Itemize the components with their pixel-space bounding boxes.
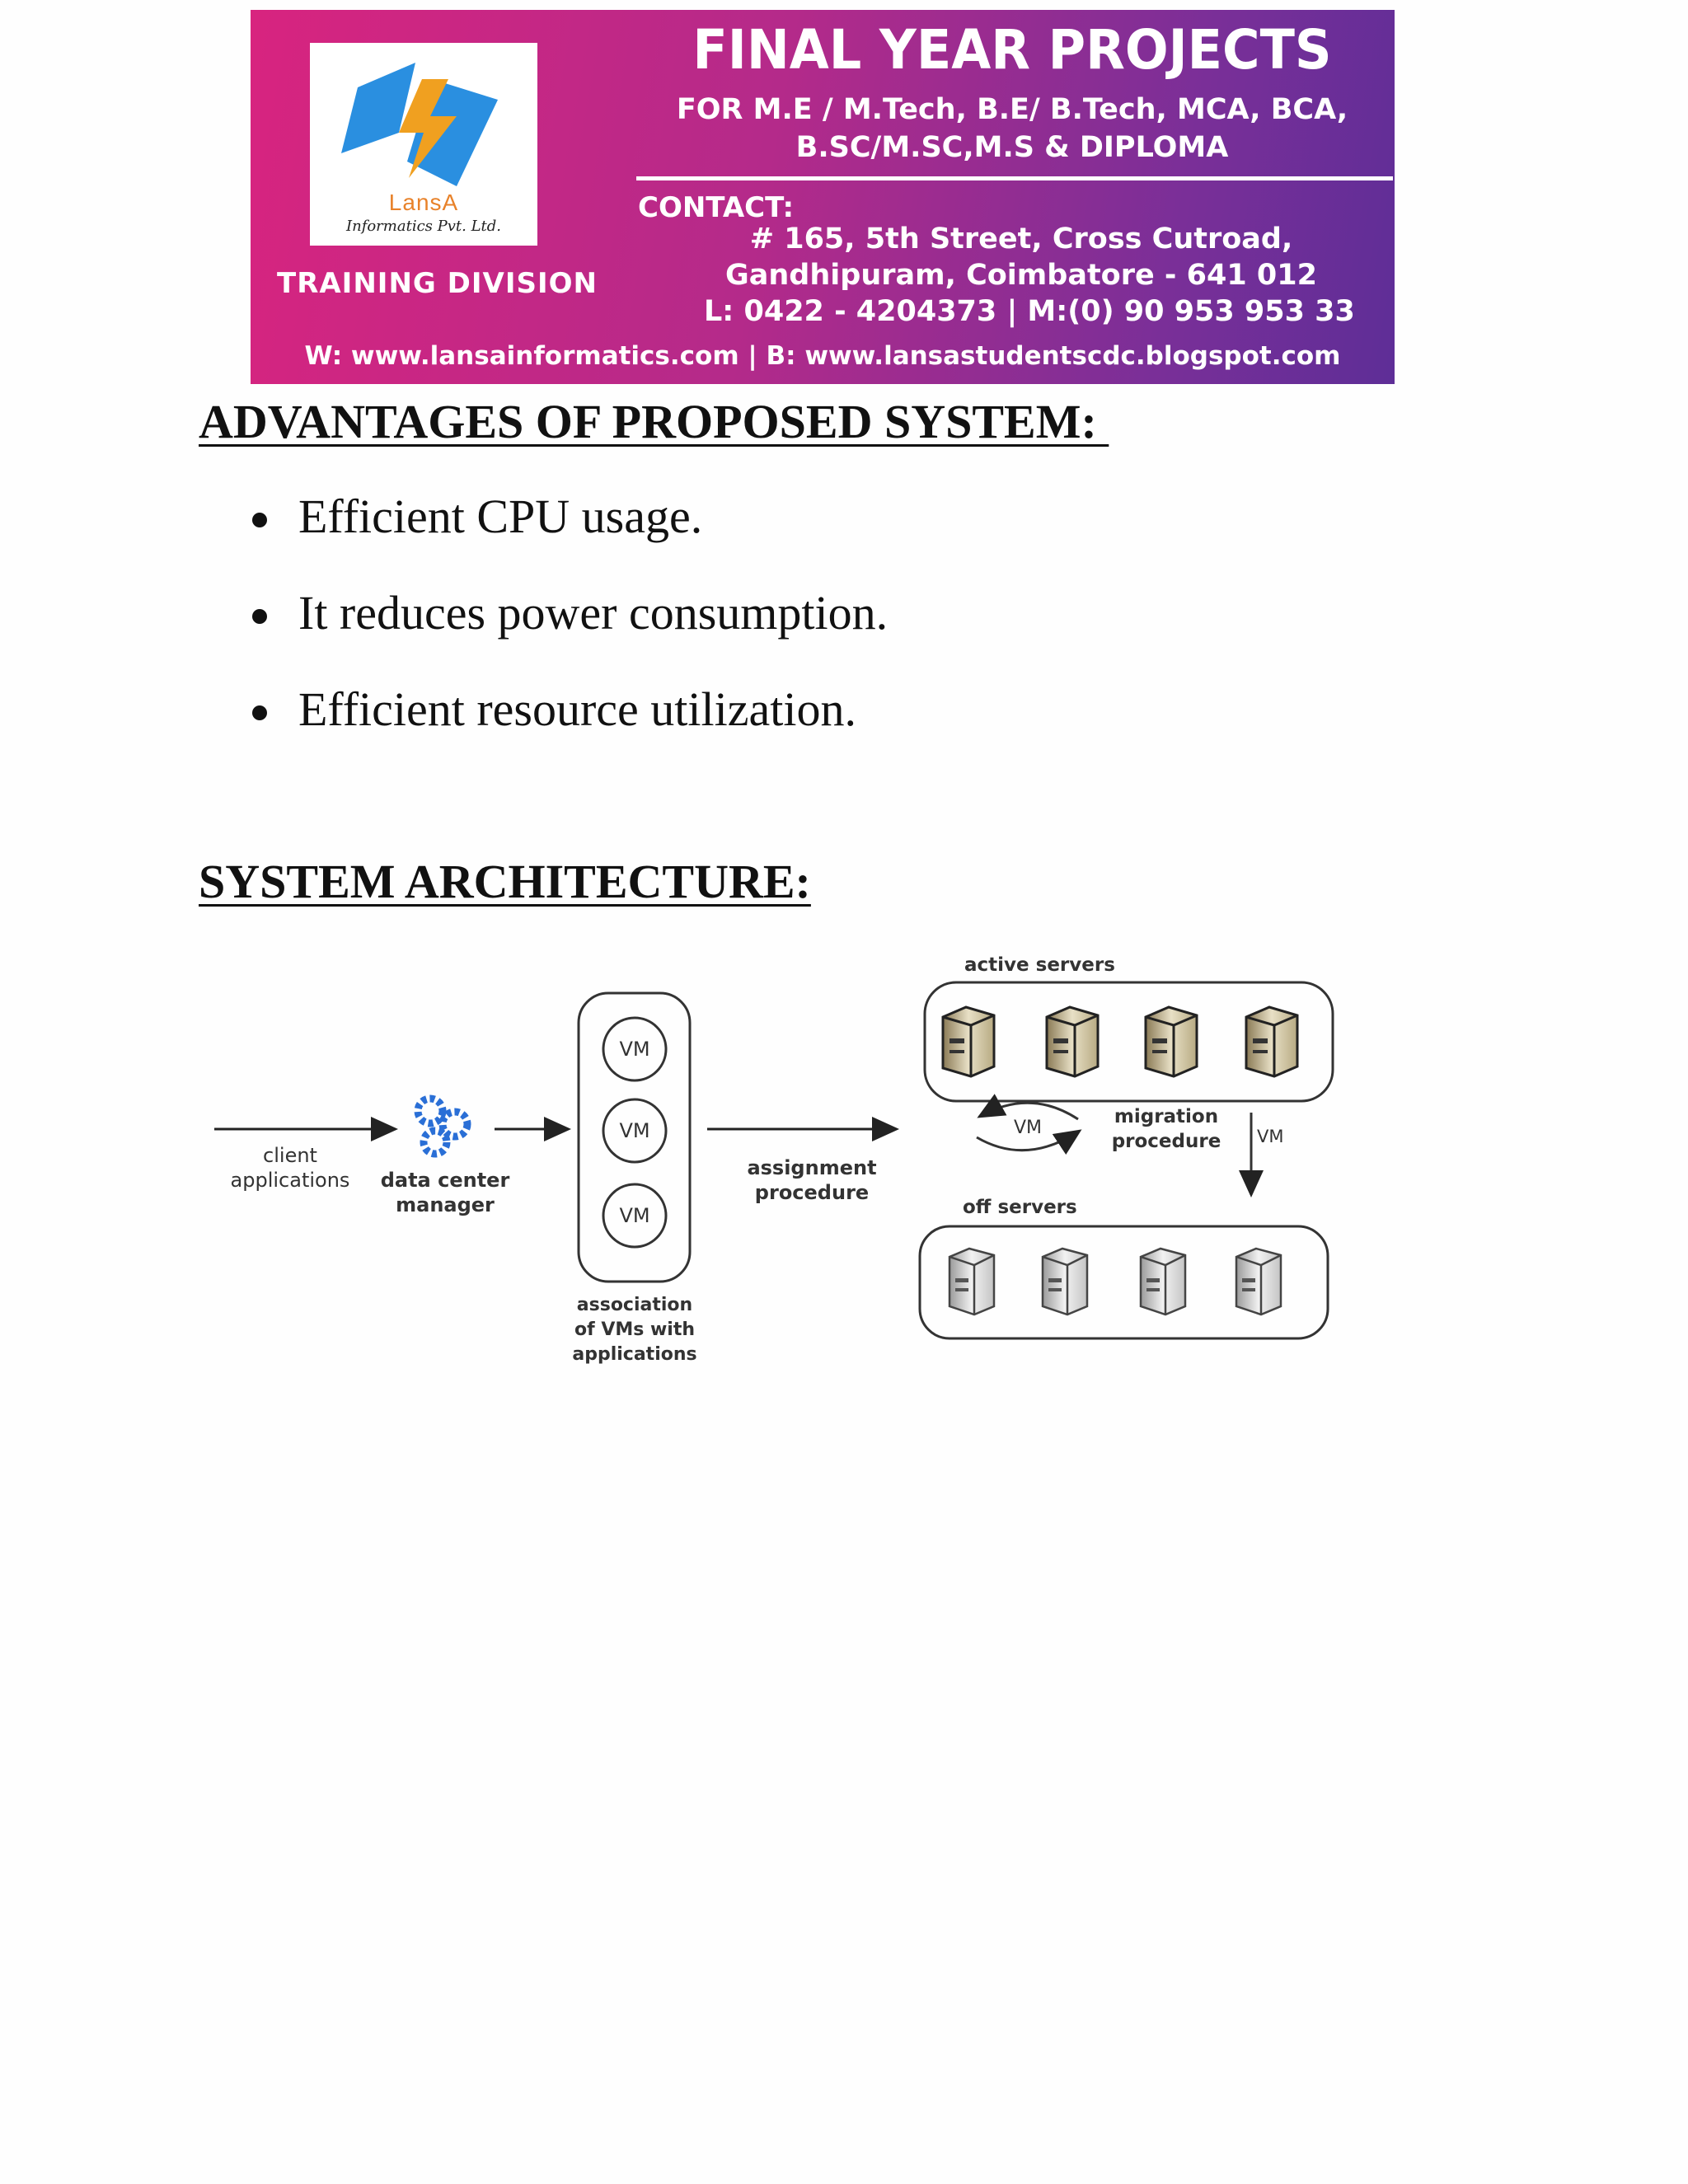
active-server-icon	[1047, 1007, 1098, 1076]
advantages-heading: ADVANTAGES OF PROPOSED SYSTEM:	[199, 395, 1109, 448]
training-division-label: TRAINING DIVISION	[277, 267, 598, 300]
banner-divider	[636, 176, 1393, 180]
address-line-2: Gandhipuram, Coimbatore - 641 012	[725, 259, 1317, 292]
address-line-1: # 165, 5th Street, Cross Cutroad,	[749, 223, 1293, 255]
assign-label-2: procedure	[754, 1181, 870, 1204]
list-item: It reduces power consumption.	[247, 581, 888, 677]
courses-line-2: B.SC/M.SC,M.S & DIPLOMA	[795, 131, 1229, 164]
assoc-label-1: association	[576, 1295, 693, 1315]
down-vm-label: VM	[1257, 1127, 1284, 1146]
banner-title: FINAL YEAR PROJECTS	[692, 18, 1332, 82]
system-architecture-diagram	[206, 940, 1360, 1376]
manager-label-2: manager	[396, 1193, 495, 1216]
active-server-icon	[1146, 1007, 1197, 1076]
vm-label-3: VM	[619, 1204, 650, 1227]
contact-label: CONTACT:	[638, 191, 795, 224]
bullet-icon	[252, 609, 267, 624]
migration-vm-label: VM	[1013, 1118, 1043, 1138]
off-server-icon	[1236, 1249, 1281, 1315]
client-label-1: client	[263, 1144, 317, 1167]
list-item: Efficient resource utilization.	[247, 677, 888, 774]
logo-subtitle: Informatics Pvt. Ltd.	[345, 218, 502, 235]
active-server-icon	[943, 1007, 994, 1076]
company-logo	[310, 43, 537, 246]
logo-name: LansA	[388, 190, 459, 215]
gears-icon	[418, 1099, 467, 1154]
migration-label-2: procedure	[1111, 1131, 1221, 1152]
assoc-label-3: applications	[572, 1344, 697, 1365]
assign-label-1: assignment	[747, 1156, 877, 1179]
bullet-icon	[252, 513, 267, 527]
bullet-icon	[252, 705, 267, 720]
web-line: W: www.lansainformatics.com | B: www.lansastudentscdc.blogspot.com	[304, 341, 1341, 371]
banner-courses	[649, 91, 1375, 166]
phone-line: L: 0422 - 4204373 | M:(0) 90 953 953 33	[704, 295, 1355, 328]
off-server-icon	[1043, 1249, 1087, 1315]
active-server-icon	[1246, 1007, 1297, 1076]
vm-label-2: VM	[619, 1119, 650, 1142]
assoc-label-2: of VMs with	[574, 1319, 696, 1340]
migration-label-1: migration	[1114, 1106, 1219, 1127]
architecture-heading: SYSTEM ARCHITECTURE:	[199, 855, 811, 908]
vm-label-1: VM	[619, 1038, 650, 1061]
client-label-2: applications	[230, 1169, 350, 1192]
active-servers-label: active servers	[964, 954, 1115, 976]
lansa-logo-icon	[333, 54, 514, 194]
manager-label-1: data center	[380, 1169, 510, 1192]
off-server-icon	[950, 1249, 994, 1315]
off-server-icon	[1141, 1249, 1185, 1315]
courses-line-1: FOR M.E / M.Tech, B.E/ B.Tech, MCA, BCA,	[676, 93, 1348, 126]
advantages-list	[247, 485, 888, 774]
list-item: Efficient CPU usage.	[247, 485, 888, 581]
header-banner	[251, 10, 1395, 384]
off-servers-label: off servers	[963, 1197, 1077, 1218]
